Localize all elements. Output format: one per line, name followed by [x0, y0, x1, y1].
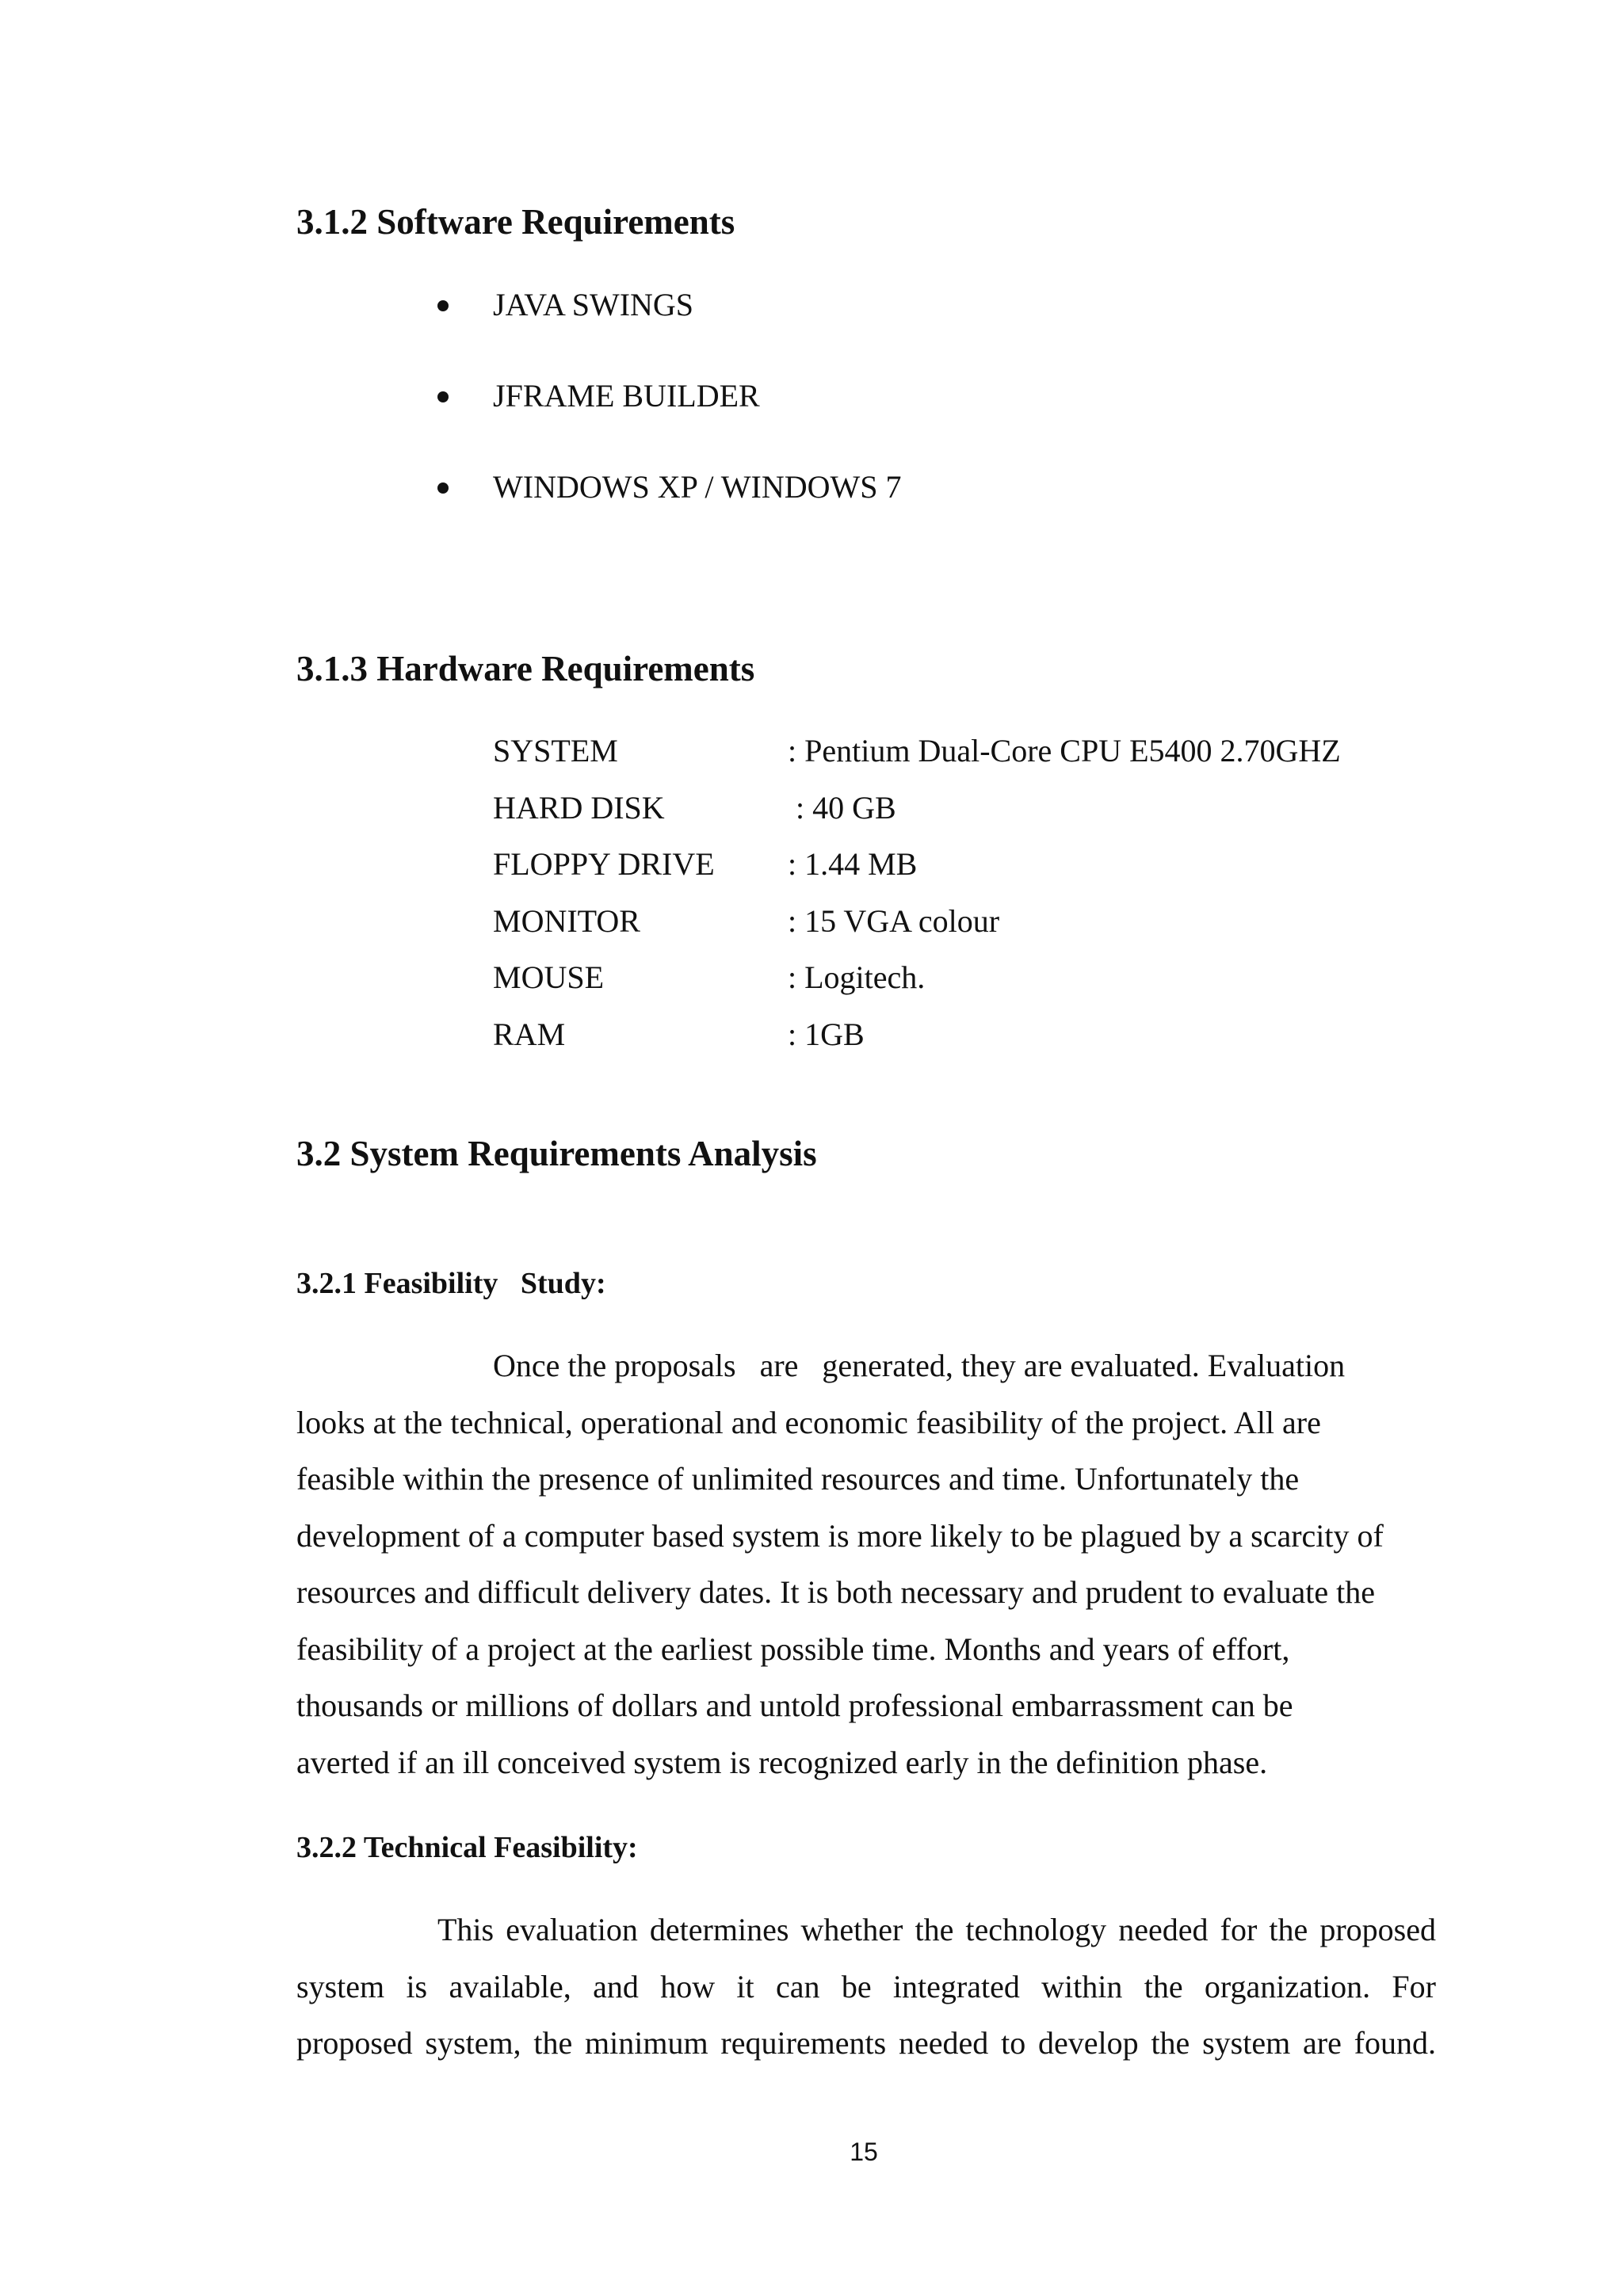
paragraph-line: This evaluation determines whether the technology needed for the proposed — [437, 1912, 1436, 1947]
software-requirements-heading: 3.1.2 Software Requirements — [296, 202, 735, 242]
hardware-value: : 15 VGA colour — [788, 902, 1000, 939]
hardware-requirements-heading: 3.1.3 Hardware Requirements — [296, 649, 755, 688]
hardware-value: : Logitech. — [788, 959, 926, 995]
paragraph-line: development of a computer based system is more likely to be plagued by a scarcity of — [296, 1517, 1384, 1554]
table-row — [493, 846, 918, 906]
hardware-value: : 1.44 MB — [788, 846, 918, 882]
system-requirements-analysis-heading: 3.2 System Requirements Analysis — [296, 1134, 817, 1173]
paragraph-line: Once the proposals are generated, they are evaluated. Evaluation — [493, 1348, 1346, 1383]
bullet-icon — [437, 300, 449, 311]
paragraph-line: thousands or millions of dollars and untold professional embarrassment can be — [296, 1688, 1293, 1723]
table-row — [493, 733, 1341, 792]
paragraph-line: system is available, and how it can be integrated within the organization. For — [296, 1968, 1436, 2004]
hardware-label: FLOPPY DRIVE — [493, 846, 715, 882]
hardware-label: HARD DISK — [493, 789, 665, 826]
table-row — [493, 959, 926, 1019]
technical-feasibility-paragraph — [296, 1901, 1436, 2072]
list-item-text: WINDOWS XP / WINDOWS 7 — [493, 469, 902, 505]
hardware-label: MOUSE — [493, 959, 605, 995]
list-item-text: JFRAME BUILDER — [493, 378, 760, 414]
paragraph-line: looks at the technical, operational and economic feasibility of the project. All are — [296, 1404, 1321, 1440]
hardware-value: : Pentium Dual-Core CPU E5400 2.70GHZ — [788, 733, 1341, 769]
bullet-icon — [437, 482, 449, 494]
hardware-value: : 1GB — [788, 1016, 865, 1052]
feasibility-study-paragraph — [296, 1337, 1436, 1791]
list-item-text: JAVA SWINGS — [493, 287, 694, 322]
table-row — [493, 1016, 865, 1076]
paragraph-line: feasibility of a project at the earliest possible time. Months and years of effort, — [296, 1630, 1290, 1667]
feasibility-study-heading: 3.2.1 Feasibility Study: — [296, 1267, 606, 1300]
technical-feasibility-heading: 3.2.2 Technical Feasibility: — [296, 1831, 638, 1864]
hardware-label: MONITOR — [493, 902, 640, 939]
table-row — [493, 789, 896, 849]
paragraph-line: proposed system, the minimum requirements needed to develop the system are found. — [296, 2025, 1436, 2061]
hardware-label: SYSTEM — [493, 733, 618, 769]
hardware-requirements-table — [493, 733, 1341, 1075]
paragraph-line: resources and difficult delivery dates. It is both necessary and prudent to evaluate the — [296, 1574, 1376, 1610]
paragraph-line: averted if an ill conceived system is recognized early in the definition phase. — [296, 1744, 1268, 1780]
hardware-value: : 40 GB — [796, 789, 896, 826]
table-row — [493, 902, 1000, 963]
page-number: 15 — [850, 2138, 878, 2166]
paragraph-line: feasible within the presence of unlimited resources and time. Unfortunately the — [296, 1461, 1300, 1497]
hardware-label: RAM — [493, 1016, 566, 1052]
bullet-icon — [437, 391, 449, 402]
